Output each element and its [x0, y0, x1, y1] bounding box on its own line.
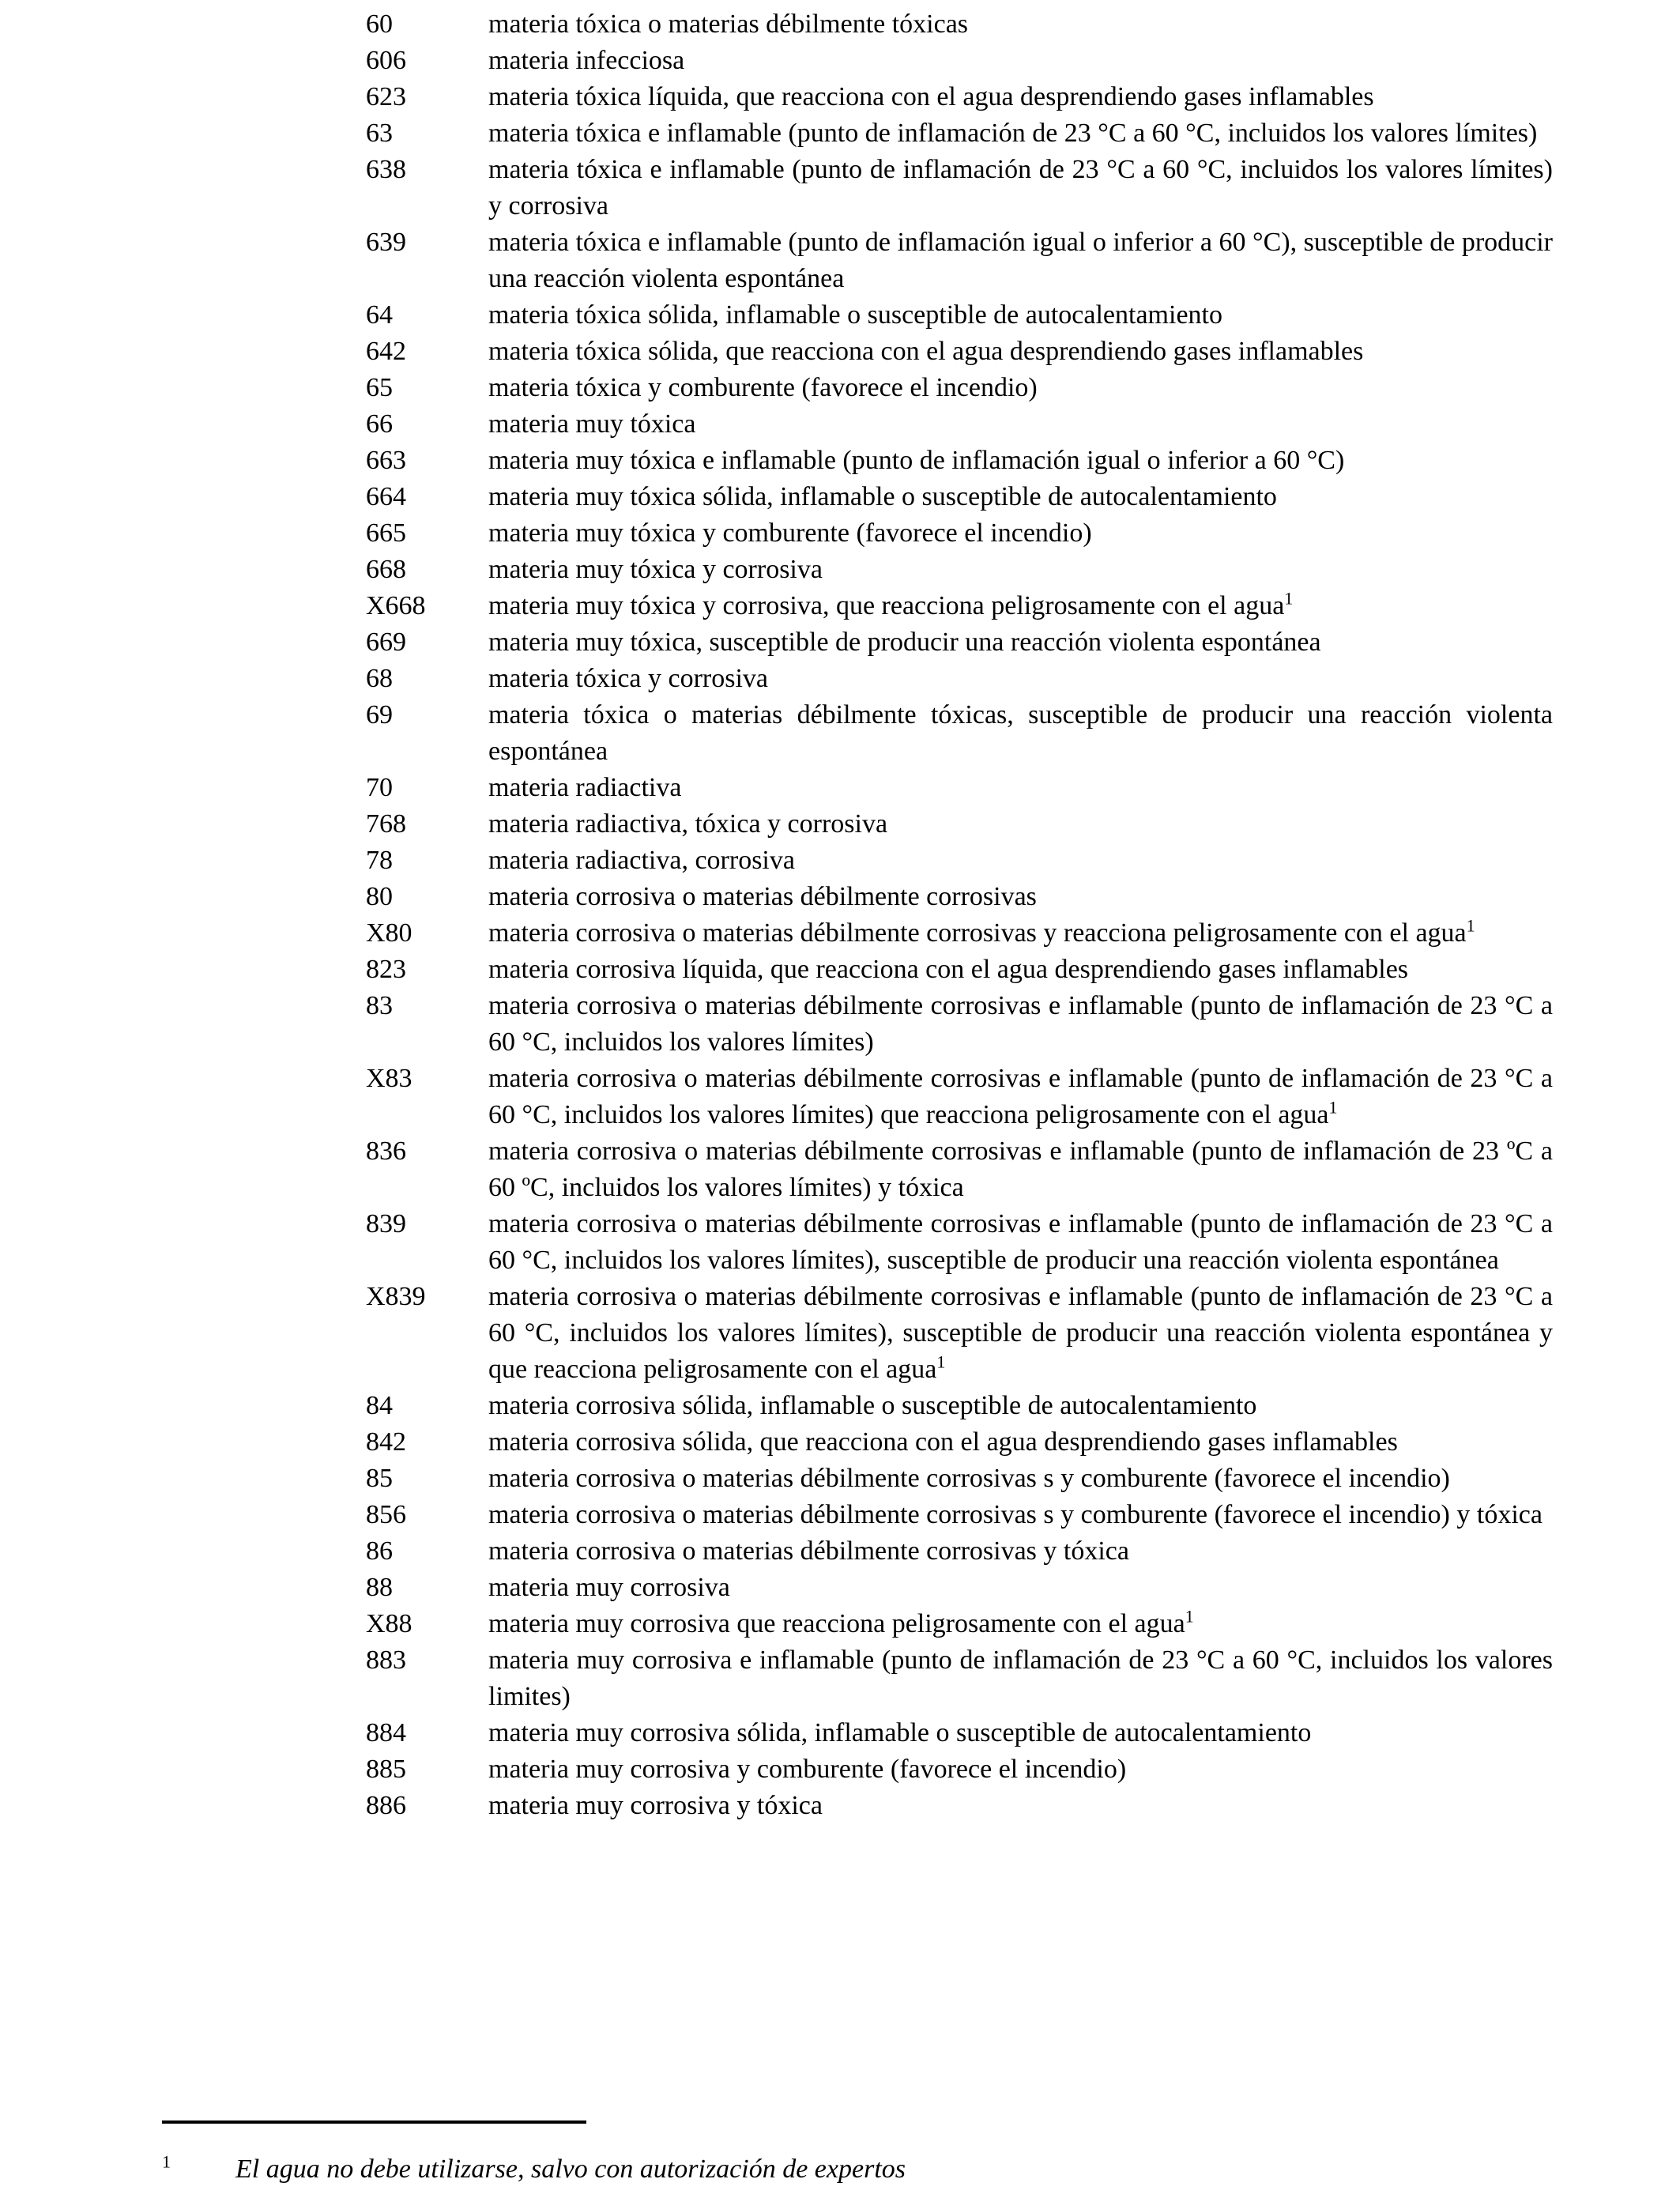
- hazard-description-text: materia muy tóxica e inflamable (punto de inflamación igual o inferior a 60 °C): [488, 446, 1345, 475]
- hazard-code: X83: [366, 1064, 412, 1093]
- hazard-row: [366, 588, 1553, 624]
- hazard-code: 884: [366, 1718, 406, 1747]
- hazard-description-text: materia corrosiva sólida, que reacciona con el agua desprendiendo gases inflamables: [488, 1427, 1398, 1457]
- hazard-code: 885: [366, 1755, 406, 1784]
- hazard-row: [366, 915, 1553, 952]
- hazard-description: [488, 115, 1553, 152]
- hazard-row: [366, 297, 1553, 334]
- hazard-description: [488, 1206, 1553, 1279]
- hazard-row: [366, 6, 1553, 43]
- hazard-description: [488, 843, 1553, 879]
- hazard-description: [488, 806, 1553, 843]
- hazard-row: [366, 1461, 1553, 1497]
- hazard-code: X668: [366, 591, 426, 620]
- hazard-description-text: materia tóxica líquida, que reacciona con el agua desprendiendo gases inflamables: [488, 82, 1374, 111]
- hazard-description-text: materia radiactiva, tóxica y corrosiva: [488, 809, 888, 839]
- hazard-description-text: materia radiactiva: [488, 773, 682, 802]
- hazard-code: 60: [366, 9, 393, 39]
- hazard-description-text: materia corrosiva líquida, que reacciona con el agua desprendiendo gases inflamables: [488, 955, 1409, 984]
- hazard-description-text: materia muy corrosiva que reacciona peligrosamente con el agua: [488, 1609, 1185, 1638]
- hazard-description-text: materia muy corrosiva y tóxica: [488, 1791, 823, 1820]
- hazard-description: [488, 1570, 1553, 1606]
- hazard-description-text: materia tóxica o materias débilmente tóxicas, susceptible de producir una reacción violenta espontánea: [488, 700, 1553, 766]
- hazard-code: X80: [366, 918, 412, 948]
- hazard-row: [366, 1715, 1553, 1751]
- hazard-code: 638: [366, 155, 406, 184]
- hazard-code: 70: [366, 773, 393, 802]
- hazard-description: [488, 1388, 1553, 1424]
- hazard-code: 639: [366, 228, 406, 257]
- hazard-description: [488, 1533, 1553, 1570]
- hazard-description: [488, 152, 1553, 224]
- hazard-description-text: materia tóxica y comburente (favorece el incendio): [488, 373, 1038, 402]
- hazard-description-text: materia tóxica y corrosiva: [488, 664, 769, 693]
- hazard-description: [488, 770, 1553, 806]
- hazard-code: 842: [366, 1427, 406, 1457]
- hazard-description: [488, 661, 1553, 697]
- hazard-description: [488, 1461, 1553, 1497]
- hazard-code: 839: [366, 1209, 406, 1238]
- hazard-code: 663: [366, 446, 406, 475]
- hazard-description-text: materia muy corrosiva sólida, inflamable o susceptible de autocalentamiento: [488, 1718, 1312, 1747]
- hazard-description-text: materia muy corrosiva e inflamable (punto de inflamación de 23 °C a 60 °C, incluidos los valores limites): [488, 1646, 1553, 1711]
- hazard-row: [366, 443, 1553, 479]
- hazard-description-text: materia corrosiva o materias débilmente corrosivas e inflamable (punto de inflamación de 23 °C a 60 °C, incluidos los valores límites): [488, 991, 1553, 1057]
- hazard-description: [488, 334, 1553, 370]
- hazard-description: [488, 952, 1553, 988]
- hazard-description: [488, 624, 1553, 661]
- hazard-row: [366, 334, 1553, 370]
- hazard-code: 85: [366, 1464, 393, 1493]
- hazard-row: [366, 43, 1553, 79]
- hazard-code: 886: [366, 1791, 406, 1820]
- hazard-row: [366, 1206, 1553, 1279]
- hazard-row: [366, 152, 1553, 224]
- hazard-code: 86: [366, 1536, 393, 1566]
- hazard-row: [366, 1642, 1553, 1715]
- hazard-code: 63: [366, 119, 393, 148]
- hazard-description-text: materia muy corrosiva: [488, 1573, 730, 1602]
- hazard-code: 669: [366, 628, 406, 657]
- hazard-code: 856: [366, 1500, 406, 1529]
- hazard-description: [488, 879, 1553, 915]
- hazard-description-text: materia tóxica sólida, inflamable o susceptible de autocalentamiento: [488, 300, 1222, 330]
- hazard-row: [366, 406, 1553, 443]
- footnote-ref-superscript: 1: [1284, 588, 1294, 609]
- hazard-description-text: materia muy tóxica sólida, inflamable o susceptible de autocalentamiento: [488, 482, 1277, 511]
- hazard-row: [366, 115, 1553, 152]
- hazard-row: [366, 879, 1553, 915]
- hazard-row: [366, 1061, 1553, 1133]
- hazard-description: [488, 1788, 1553, 1824]
- hazard-description-text: materia infecciosa: [488, 46, 685, 75]
- hazard-row: [366, 843, 1553, 879]
- hazard-description-text: materia corrosiva o materias débilmente corrosivas y tóxica: [488, 1536, 1129, 1566]
- hazard-description-text: materia tóxica sólida, que reacciona con el agua desprendiendo gases inflamables: [488, 337, 1364, 366]
- hazard-description: [488, 1424, 1553, 1461]
- hazard-code: 823: [366, 955, 406, 984]
- footnote-ref-superscript: 1: [936, 1351, 946, 1372]
- hazard-code: 64: [366, 300, 393, 330]
- hazard-row: [366, 479, 1553, 515]
- footnote-text: El agua no debe utilizarse, salvo con autorización de expertos: [235, 2154, 906, 2184]
- hazard-description-text: materia muy tóxica y corrosiva: [488, 555, 823, 584]
- hazard-description: [488, 588, 1553, 624]
- hazard-row: [366, 1533, 1553, 1570]
- hazard-code: 768: [366, 809, 406, 839]
- hazard-code: 69: [366, 700, 393, 729]
- hazard-description: [488, 1715, 1553, 1751]
- hazard-code: 66: [366, 409, 393, 439]
- hazard-code: 88: [366, 1573, 393, 1602]
- hazard-row: [366, 79, 1553, 115]
- hazard-description: [488, 552, 1553, 588]
- footnote-ref-superscript: 1: [1185, 1606, 1194, 1627]
- hazard-row: [366, 988, 1553, 1061]
- hazard-description-text: materia muy tóxica y corrosiva, que reacciona peligrosamente con el agua: [488, 591, 1285, 620]
- hazard-description: [488, 1279, 1553, 1388]
- hazard-code: X839: [366, 1282, 426, 1311]
- footnote-divider: [162, 2120, 586, 2124]
- hazard-description: [488, 370, 1553, 406]
- hazard-description: [488, 1497, 1553, 1533]
- hazard-description: [488, 6, 1553, 43]
- hazard-description: [488, 297, 1553, 334]
- hazard-code-list: [366, 6, 1553, 1824]
- hazard-code: 642: [366, 337, 406, 366]
- footnote-ref-superscript: 1: [1466, 915, 1475, 936]
- hazard-code: 65: [366, 373, 393, 402]
- hazard-description: [488, 515, 1553, 552]
- hazard-description-text: materia corrosiva o materias débilmente corrosivas e inflamable (punto de inflamación de 23 °C a 60 °C, incluidos los valores límites), susceptible de producir una reacción violenta espontánea y que reacciona peligrosamente con el agua: [488, 1282, 1553, 1384]
- hazard-description: [488, 79, 1553, 115]
- hazard-code: 68: [366, 664, 393, 693]
- hazard-description-text: materia corrosiva o materias débilmente corrosivas e inflamable (punto de inflamación de 23 °C a 60 °C, incluidos los valores límites), susceptible de producir una reacción violenta espontánea: [488, 1209, 1553, 1275]
- hazard-code: 623: [366, 82, 406, 111]
- hazard-code: 80: [366, 882, 393, 911]
- footnote-ref-superscript: 1: [1328, 1097, 1338, 1118]
- hazard-row: [366, 697, 1553, 770]
- hazard-code: 606: [366, 46, 406, 75]
- hazard-description-text: materia corrosiva o materias débilmente corrosivas: [488, 882, 1037, 911]
- hazard-description: [488, 406, 1553, 443]
- hazard-code: X88: [366, 1609, 412, 1638]
- hazard-description: [488, 43, 1553, 79]
- hazard-code: 883: [366, 1646, 406, 1675]
- hazard-description: [488, 1606, 1553, 1642]
- hazard-description: [488, 1642, 1553, 1715]
- hazard-description-text: materia muy corrosiva y comburente (favorece el incendio): [488, 1755, 1127, 1784]
- hazard-row: [366, 1497, 1553, 1533]
- hazard-description-text: materia tóxica e inflamable (punto de inflamación igual o inferior a 60 °C), susceptible de producir una reacción violenta espontánea: [488, 228, 1553, 293]
- hazard-description-text: materia corrosiva o materias débilmente corrosivas y reacciona peligrosamente con el agua: [488, 918, 1467, 948]
- hazard-row: [366, 1133, 1553, 1206]
- hazard-row: [366, 1279, 1553, 1388]
- hazard-row: [366, 952, 1553, 988]
- hazard-code: 665: [366, 518, 406, 548]
- hazard-row: [366, 1788, 1553, 1824]
- hazard-row: [366, 624, 1553, 661]
- hazard-description-text: materia corrosiva o materias débilmente corrosivas e inflamable (punto de inflamación de 23 °C a 60 °C, incluidos los valores límites) que reacciona peligrosamente con el agua: [488, 1064, 1553, 1129]
- hazard-description-text: materia muy tóxica, susceptible de producir una reacción violenta espontánea: [488, 628, 1321, 657]
- hazard-description-text: materia corrosiva o materias débilmente corrosivas s y comburente (favorece el incendio): [488, 1464, 1450, 1493]
- hazard-code: 668: [366, 555, 406, 584]
- hazard-description-text: materia corrosiva o materias débilmente corrosivas e inflamable (punto de inflamación de 23 ºC a 60 ºC, incluidos los valores límites) y tóxica: [488, 1137, 1553, 1202]
- hazard-description-text: materia muy tóxica: [488, 409, 696, 439]
- hazard-row: [366, 1606, 1553, 1642]
- hazard-code: 664: [366, 482, 406, 511]
- hazard-row: [366, 515, 1553, 552]
- hazard-row: [366, 552, 1553, 588]
- hazard-description: [488, 697, 1553, 770]
- hazard-description-text: materia corrosiva sólida, inflamable o susceptible de autocalentamiento: [488, 1391, 1257, 1420]
- hazard-row: [366, 1388, 1553, 1424]
- hazard-description: [488, 224, 1553, 297]
- footnote: [162, 2151, 906, 2188]
- hazard-description-text: materia radiactiva, corrosiva: [488, 846, 795, 875]
- hazard-row: [366, 1570, 1553, 1606]
- hazard-row: [366, 370, 1553, 406]
- hazard-row: [366, 1751, 1553, 1788]
- hazard-code: 836: [366, 1137, 406, 1166]
- hazard-description: [488, 1751, 1553, 1788]
- hazard-row: [366, 224, 1553, 297]
- hazard-code: 78: [366, 846, 393, 875]
- hazard-description: [488, 915, 1553, 952]
- hazard-description-text: materia muy tóxica y comburente (favorece el incendio): [488, 518, 1092, 548]
- hazard-description: [488, 988, 1553, 1061]
- hazard-description: [488, 1061, 1553, 1133]
- hazard-description-text: materia corrosiva o materias débilmente corrosivas s y comburente (favorece el incendio) y tóxica: [488, 1500, 1543, 1529]
- hazard-description-text: materia tóxica e inflamable (punto de inflamación de 23 °C a 60 °C, incluidos los valores límites) y corrosiva: [488, 155, 1553, 221]
- hazard-code: 84: [366, 1391, 393, 1420]
- hazard-code: 83: [366, 991, 393, 1020]
- hazard-description: [488, 1133, 1553, 1206]
- hazard-description: [488, 479, 1553, 515]
- footnote-marker: 1: [162, 2151, 171, 2172]
- hazard-row: [366, 1424, 1553, 1461]
- hazard-row: [366, 770, 1553, 806]
- hazard-row: [366, 806, 1553, 843]
- hazard-description-text: materia tóxica e inflamable (punto de inflamación de 23 °C a 60 °C, incluidos los valores límites): [488, 119, 1538, 148]
- hazard-description-text: materia tóxica o materias débilmente tóxicas: [488, 9, 969, 39]
- hazard-row: [366, 661, 1553, 697]
- hazard-description: [488, 443, 1553, 479]
